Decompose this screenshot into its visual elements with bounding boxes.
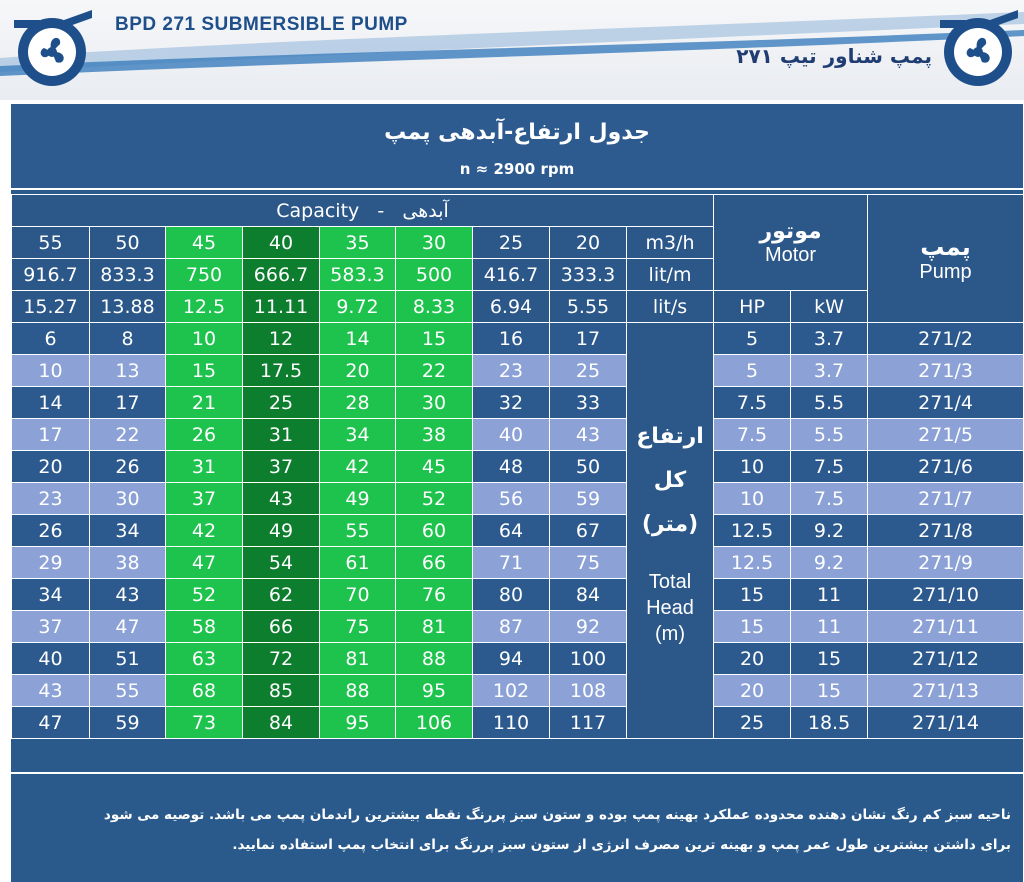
head-value: 38 [396, 419, 473, 451]
head-value: 26 [90, 451, 166, 483]
motor-hp: 20 [714, 643, 791, 675]
head-value: 31 [243, 419, 320, 451]
head-value: 47 [166, 547, 243, 579]
flow-value: 13.88 [90, 291, 166, 323]
flow-value: 50 [90, 227, 166, 259]
pump-model: 271/14 [868, 707, 1024, 739]
head-value: 76 [396, 579, 473, 611]
head-value: 50 [550, 451, 627, 483]
head-value: 102 [473, 675, 550, 707]
head-value: 84 [550, 579, 627, 611]
table-banner [11, 104, 1023, 190]
head-value: 25 [243, 387, 320, 419]
table-title-fa: جدول ارتفاع-آبدهی پمپ [384, 120, 650, 145]
head-value: 13 [90, 355, 166, 387]
table-row [12, 707, 1024, 739]
table-row [12, 675, 1024, 707]
flow-value: 6.94 [473, 291, 550, 323]
head-value: 47 [90, 611, 166, 643]
head-value: 66 [396, 547, 473, 579]
flow-value: 55 [12, 227, 90, 259]
flow-value: 916.7 [12, 259, 90, 291]
head-label-fa: کل [653, 467, 687, 493]
head-value: 21 [166, 387, 243, 419]
unit-label: m3/h [627, 227, 714, 259]
head-value: 58 [166, 611, 243, 643]
head-value: 10 [166, 323, 243, 355]
motor-kw: 15 [791, 675, 868, 707]
head-value: 33 [550, 387, 627, 419]
table-row [12, 419, 1024, 451]
motor-kw: 7.5 [791, 483, 868, 515]
head-value: 8 [90, 323, 166, 355]
head-value: 22 [396, 355, 473, 387]
head-value: 56 [473, 483, 550, 515]
flow-value: 25 [473, 227, 550, 259]
capacity-label-en: Capacity [276, 199, 360, 222]
head-value: 88 [396, 643, 473, 675]
motor-hp: 20 [714, 675, 791, 707]
head-label-fa: ارتفاع [636, 423, 704, 449]
flow-value: 8.33 [396, 291, 473, 323]
head-value: 85 [243, 675, 320, 707]
table-row [12, 579, 1024, 611]
capacity-header [12, 195, 714, 227]
motor-header [714, 195, 868, 291]
head-value: 26 [166, 419, 243, 451]
performance-panel [11, 104, 1023, 772]
header-title-en: BPD 271 SUBMERSIBLE PUMP [115, 14, 408, 35]
head-value: 31 [166, 451, 243, 483]
motor-kw: 9.2 [791, 515, 868, 547]
pump-model: 271/8 [868, 515, 1024, 547]
motor-kw: 5.5 [791, 387, 868, 419]
rpm-label: n ≈ 2900 rpm [459, 160, 575, 178]
head-value: 87 [473, 611, 550, 643]
head-value: 45 [396, 451, 473, 483]
head-value: 81 [320, 643, 396, 675]
head-value: 17 [550, 323, 627, 355]
motor-kw: 15 [791, 643, 868, 675]
table-row [12, 323, 1024, 355]
head-value: 110 [473, 707, 550, 739]
motor-kw: 11 [791, 579, 868, 611]
head-value: 42 [320, 451, 396, 483]
head-value: 100 [550, 643, 627, 675]
head-value: 34 [320, 419, 396, 451]
head-value: 51 [90, 643, 166, 675]
table-row [12, 355, 1024, 387]
head-value: 68 [166, 675, 243, 707]
kw-label: kW [791, 291, 868, 323]
head-value: 38 [90, 547, 166, 579]
hp-label: HP [714, 291, 791, 323]
motor-hp: 10 [714, 451, 791, 483]
table-row [12, 643, 1024, 675]
table-row [12, 483, 1024, 515]
flow-value: 20 [550, 227, 627, 259]
head-value: 12 [243, 323, 320, 355]
company-logo-icon-right [936, 6, 1020, 90]
pump-model: 271/9 [868, 547, 1024, 579]
pump-model: 271/6 [868, 451, 1024, 483]
head-value: 47 [12, 707, 90, 739]
head-value: 88 [320, 675, 396, 707]
flow-value: 500 [396, 259, 473, 291]
head-value: 14 [12, 387, 90, 419]
pump-header [868, 195, 1024, 323]
flow-value: 666.7 [243, 259, 320, 291]
head-value: 63 [166, 643, 243, 675]
flow-value: 416.7 [473, 259, 550, 291]
capacity-label-fa: آبدهی [402, 199, 449, 222]
head-label-en: Head [646, 596, 694, 619]
pump-model: 271/11 [868, 611, 1024, 643]
flow-value: 11.11 [243, 291, 320, 323]
head-value: 108 [550, 675, 627, 707]
spacer [627, 547, 713, 569]
head-value: 37 [166, 483, 243, 515]
head-value: 20 [320, 355, 396, 387]
motor-label-en: Motor [764, 243, 817, 266]
head-value: 10 [12, 355, 90, 387]
head-value: 75 [320, 611, 396, 643]
pump-label-en: Pump [919, 261, 972, 283]
head-value: 66 [243, 611, 320, 643]
head-value: 59 [90, 707, 166, 739]
motor-hp: 7.5 [714, 419, 791, 451]
motor-hp: 12.5 [714, 515, 791, 547]
head-value: 73 [166, 707, 243, 739]
head-value: 29 [12, 547, 90, 579]
table-row [12, 387, 1024, 419]
capacity-separator: - [377, 199, 385, 222]
head-value: 52 [396, 483, 473, 515]
footer-text [21, 800, 1011, 860]
flow-value: 750 [166, 259, 243, 291]
head-value: 34 [12, 579, 90, 611]
motor-kw: 18.5 [791, 707, 868, 739]
head-value: 20 [12, 451, 90, 483]
head-value: 22 [90, 419, 166, 451]
unit-label: lit/s [627, 291, 714, 323]
table-row [12, 451, 1024, 483]
head-value: 80 [473, 579, 550, 611]
flow-value: 5.55 [550, 291, 627, 323]
head-value: 94 [473, 643, 550, 675]
head-value: 55 [90, 675, 166, 707]
head-value: 23 [12, 483, 90, 515]
motor-kw: 9.2 [791, 547, 868, 579]
pump-model: 271/2 [868, 323, 1024, 355]
flow-value: 833.3 [90, 259, 166, 291]
motor-hp: 12.5 [714, 547, 791, 579]
head-value: 26 [12, 515, 90, 547]
total-head-label [627, 323, 714, 739]
head-value: 15 [166, 355, 243, 387]
table-row [12, 611, 1024, 643]
pump-model: 271/13 [868, 675, 1024, 707]
head-value: 67 [550, 515, 627, 547]
table-row [12, 515, 1024, 547]
head-value: 30 [396, 387, 473, 419]
head-value: 25 [550, 355, 627, 387]
flow-value: 30 [396, 227, 473, 259]
head-value: 95 [320, 707, 396, 739]
motor-kw: 7.5 [791, 451, 868, 483]
pump-model: 271/7 [868, 483, 1024, 515]
head-value: 48 [473, 451, 550, 483]
head-label-en: (m) [655, 622, 685, 645]
pump-label-fa: پمپ [920, 233, 971, 261]
motor-kw: 5.5 [791, 419, 868, 451]
head-value: 6 [12, 323, 90, 355]
motor-hp: 15 [714, 611, 791, 643]
pump-model: 271/5 [868, 419, 1024, 451]
head-label-fa: (متر) [641, 511, 699, 537]
motor-hp: 7.5 [714, 387, 791, 419]
motor-kw: 3.7 [791, 355, 868, 387]
head-value: 32 [473, 387, 550, 419]
head-value: 71 [473, 547, 550, 579]
head-value: 17.5 [243, 355, 320, 387]
head-value: 43 [90, 579, 166, 611]
motor-label-fa: موتور [759, 218, 822, 244]
motor-kw: 3.7 [791, 323, 868, 355]
pump-model: 271/10 [868, 579, 1024, 611]
head-value: 16 [473, 323, 550, 355]
motor-hp: 5 [714, 355, 791, 387]
unit-label: lit/m [627, 259, 714, 291]
head-value: 49 [320, 483, 396, 515]
head-value: 23 [473, 355, 550, 387]
footer-note [11, 774, 1023, 882]
head-value: 28 [320, 387, 396, 419]
head-value: 40 [12, 643, 90, 675]
head-value: 55 [320, 515, 396, 547]
head-value: 62 [243, 579, 320, 611]
table-row [12, 547, 1024, 579]
flow-value: 35 [320, 227, 396, 259]
head-value: 70 [320, 579, 396, 611]
flow-value: 40 [243, 227, 320, 259]
page-header [0, 0, 1024, 100]
head-value: 61 [320, 547, 396, 579]
head-value: 15 [396, 323, 473, 355]
motor-hp: 25 [714, 707, 791, 739]
head-value: 106 [396, 707, 473, 739]
flow-value: 583.3 [320, 259, 396, 291]
head-value: 42 [166, 515, 243, 547]
motor-kw: 11 [791, 611, 868, 643]
head-value: 81 [396, 611, 473, 643]
pump-model: 271/3 [868, 355, 1024, 387]
head-value: 60 [396, 515, 473, 547]
head-value: 95 [396, 675, 473, 707]
company-logo-icon [10, 6, 94, 90]
head-label-en: Total [648, 570, 692, 593]
head-value: 72 [243, 643, 320, 675]
motor-hp: 10 [714, 483, 791, 515]
flow-value: 15.27 [12, 291, 90, 323]
head-value: 37 [243, 451, 320, 483]
head-value: 40 [473, 419, 550, 451]
head-value: 49 [243, 515, 320, 547]
head-value: 34 [90, 515, 166, 547]
pump-model: 271/4 [868, 387, 1024, 419]
performance-table [11, 194, 1024, 739]
footer-line-1: ناحیه سبز کم رنگ نشان دهنده محدوده عملکرد بهینه پمپ بوده و ستون سبز پررنگ نقطه بیشترین راندمان پمپ می باشد. توصیه می شود [103, 807, 1011, 823]
head-value: 54 [243, 547, 320, 579]
head-value: 37 [12, 611, 90, 643]
head-value: 117 [550, 707, 627, 739]
flow-value: 12.5 [166, 291, 243, 323]
head-value: 52 [166, 579, 243, 611]
head-value: 30 [90, 483, 166, 515]
head-value: 92 [550, 611, 627, 643]
head-value: 84 [243, 707, 320, 739]
header-title-fa: پمپ شناور تیپ ۲۷۱ [736, 44, 932, 68]
head-value: 17 [90, 387, 166, 419]
head-value: 14 [320, 323, 396, 355]
pump-model: 271/12 [868, 643, 1024, 675]
head-value: 64 [473, 515, 550, 547]
head-value: 43 [12, 675, 90, 707]
head-value: 59 [550, 483, 627, 515]
motor-hp: 5 [714, 323, 791, 355]
head-value: 43 [243, 483, 320, 515]
flow-value: 9.72 [320, 291, 396, 323]
footer-line-2: برای داشتن بیشترین طول عمر پمپ و بهینه ترین مصرف انرژی از ستون سبز پررنگ برای انتخاب پمپ استفاده نمایید. [232, 837, 1011, 853]
head-value: 43 [550, 419, 627, 451]
flow-value: 45 [166, 227, 243, 259]
flow-value: 333.3 [550, 259, 627, 291]
capacity-header-row [12, 195, 1024, 227]
motor-hp: 15 [714, 579, 791, 611]
head-value: 75 [550, 547, 627, 579]
head-value: 17 [12, 419, 90, 451]
